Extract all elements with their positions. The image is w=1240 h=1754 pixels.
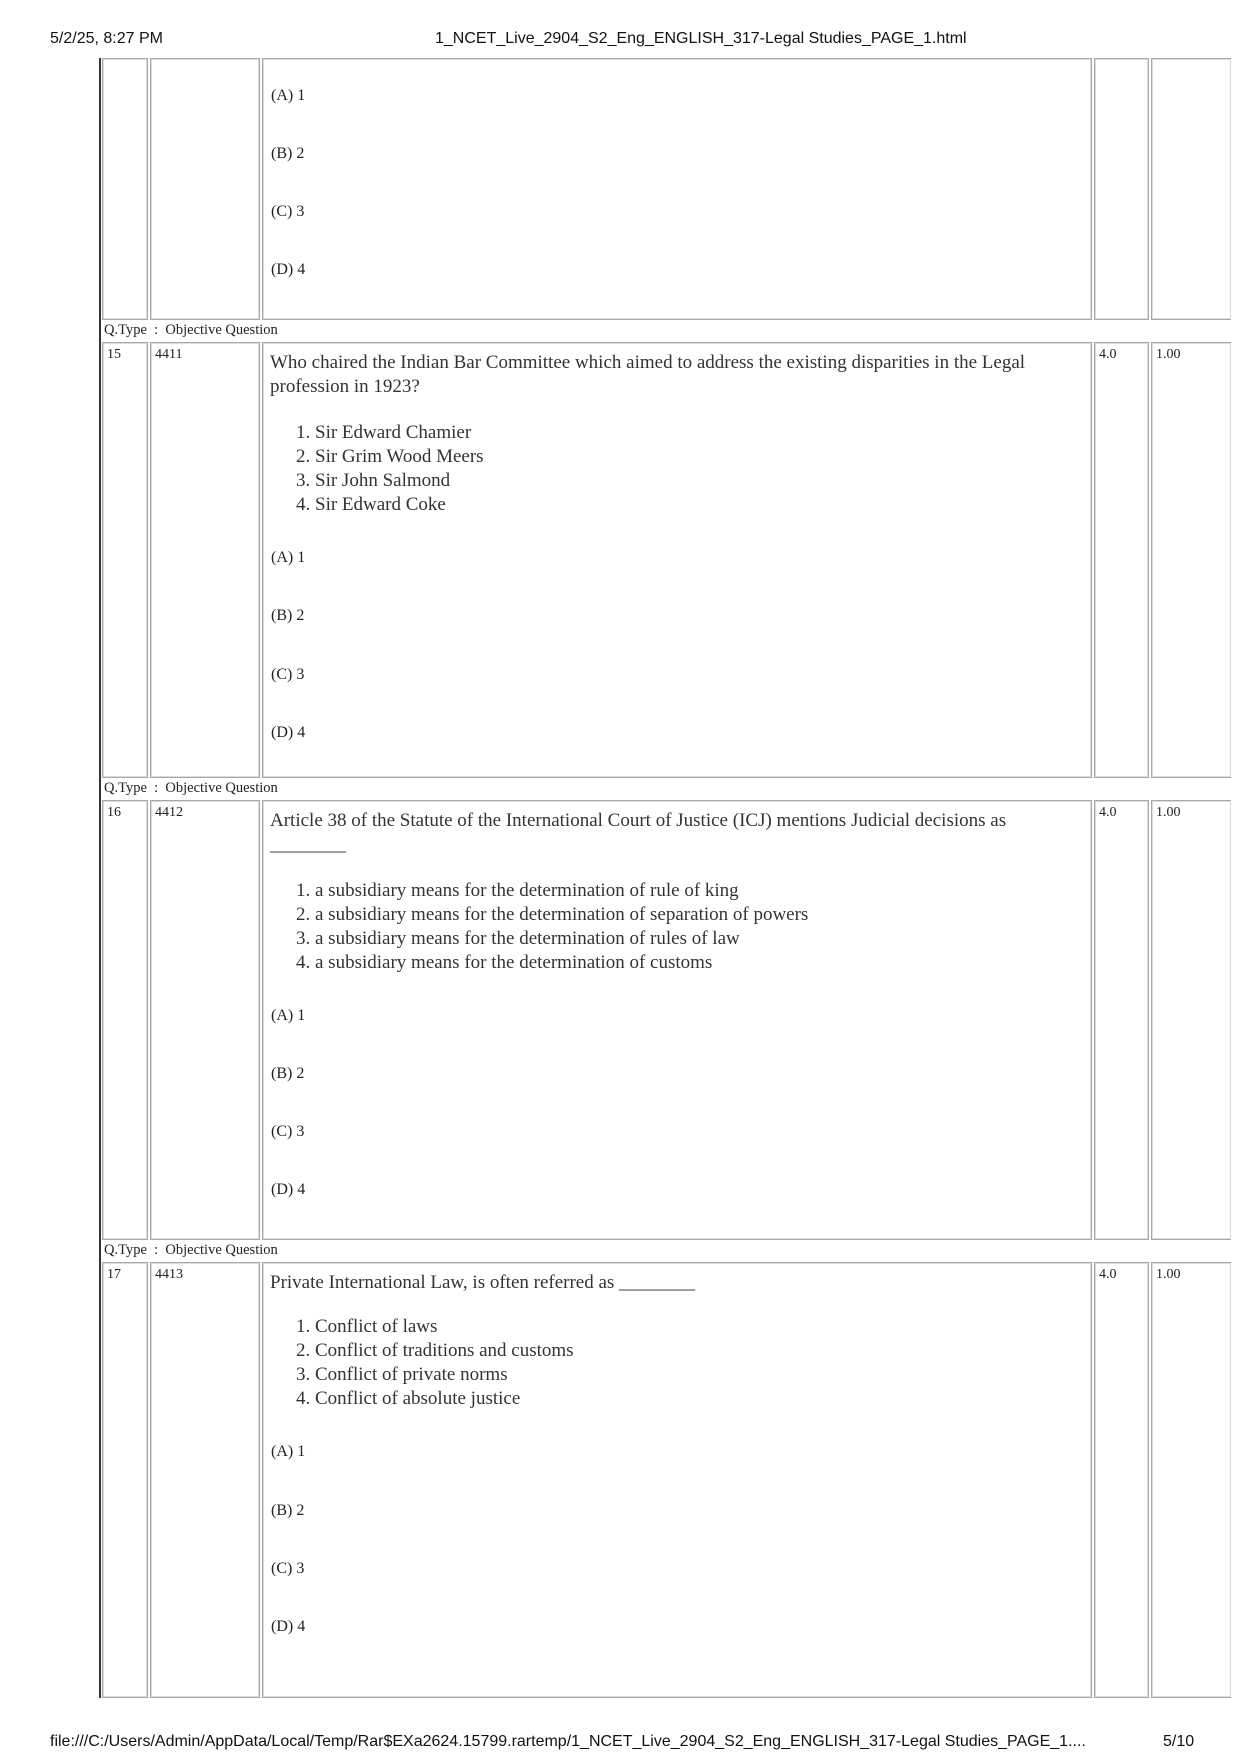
option-item: 1. Conflict of laws: [315, 1315, 574, 1339]
question-number: 15: [102, 342, 148, 778]
answer-option-a: (A) 1: [271, 549, 306, 566]
option-item: 3. Conflict of private norms: [315, 1363, 574, 1387]
option-item: 4. a subsidiary means for the determination of customs: [315, 951, 808, 975]
question-id-cell: [150, 58, 260, 320]
question-id: 4412: [150, 800, 260, 1240]
answer-option-b: (B) 2: [271, 1502, 305, 1519]
option-item: 2. Conflict of traditions and customs: [315, 1339, 574, 1363]
option-item: 4. Conflict of absolute justice: [315, 1387, 574, 1411]
question-type-label: Q.Type : Objective Question: [104, 1242, 278, 1258]
question-body-cell: [262, 1262, 1092, 1698]
answer-option-d: (D) 4: [271, 1181, 306, 1198]
answer-option-d: (D) 4: [271, 1618, 306, 1635]
negative-marks-value: 1.00: [1151, 800, 1231, 1240]
question-type-label: Q.Type : Objective Question: [104, 322, 278, 338]
option-list: [291, 421, 484, 517]
answer-option-b: (B) 2: [271, 607, 305, 624]
marks-value: 4.0: [1094, 342, 1149, 778]
option-item: 1. Sir Edward Chamier: [315, 421, 484, 445]
answer-option-a: (A) 1: [271, 1007, 306, 1024]
question-number: 17: [102, 1262, 148, 1698]
answer-option-b: (B) 2: [271, 1065, 305, 1082]
option-item: 1. a subsidiary means for the determination of rule of king: [315, 879, 808, 903]
question-body-cell: [262, 342, 1092, 778]
left-border-line: [99, 58, 101, 1698]
option-list: [291, 879, 808, 975]
answer-option-c: (C) 3: [271, 666, 305, 683]
question-number: 16: [102, 800, 148, 1240]
marks-cell: [1094, 58, 1149, 320]
question-text: Article 38 of the Statute of the International Court of Justice (ICJ) mentions Judicial decisions as ________: [270, 810, 1007, 855]
print-file-path: file:///C:/Users/Admin/AppData/Local/Temp/Rar$EXa2624.15799.rartemp/1_NCET_Live_2904_S2_Eng_ENGLISH_317-Legal Studies_PAGE_1....: [50, 1733, 1086, 1750]
print-page-number: 5/10: [1163, 1733, 1195, 1750]
answer-option-d: (D) 4: [271, 724, 306, 741]
answer-option-c: (C) 3: [271, 203, 305, 220]
marks-value: 4.0: [1094, 1262, 1149, 1698]
answer-option-d: (D) 4: [271, 261, 306, 278]
negative-marks-value: 1.00: [1151, 342, 1231, 778]
question-type-label: Q.Type : Objective Question: [104, 780, 278, 796]
print-datetime: 5/2/25, 8:27 PM: [50, 30, 163, 47]
negative-marks-cell: [1151, 58, 1231, 320]
answer-option-a: (A) 1: [271, 87, 306, 104]
option-list: [291, 1315, 574, 1411]
answer-option-c: (C) 3: [271, 1123, 305, 1140]
answer-option-c: (C) 3: [271, 1560, 305, 1577]
option-item: 2. a subsidiary means for the determination of separation of powers: [315, 903, 808, 927]
option-item: 2. Sir Grim Wood Meers: [315, 445, 484, 469]
option-item: 3. Sir John Salmond: [315, 469, 484, 493]
negative-marks-value: 1.00: [1151, 1262, 1231, 1698]
question-number-cell: [102, 58, 148, 320]
question-text: Who chaired the Indian Bar Committee which aimed to address the existing disparities in the Legal profession in 1923?: [270, 352, 1026, 397]
marks-value: 4.0: [1094, 800, 1149, 1240]
option-item: 4. Sir Edward Coke: [315, 493, 484, 517]
question-body-cell: [262, 58, 1092, 320]
print-page-title: 1_NCET_Live_2904_S2_Eng_ENGLISH_317-Legal Studies_PAGE_1.html: [435, 30, 967, 47]
question-body-cell: [262, 800, 1092, 1240]
answer-option-a: (A) 1: [271, 1443, 306, 1460]
option-item: 3. a subsidiary means for the determination of rules of law: [315, 927, 808, 951]
question-id: 4411: [150, 342, 260, 778]
question-text: Private International Law, is often referred as ________: [270, 1272, 696, 1293]
answer-option-b: (B) 2: [271, 145, 305, 162]
question-id: 4413: [150, 1262, 260, 1698]
